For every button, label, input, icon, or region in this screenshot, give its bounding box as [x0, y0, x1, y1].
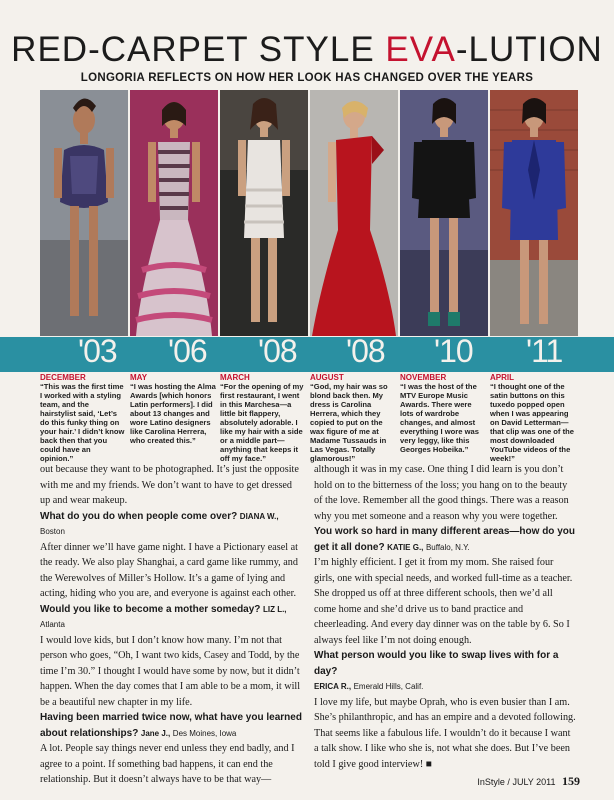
- caption-4: [310, 373, 396, 463]
- caption-text: “This was the first time I worked with a styling team, and the hairstylist said, ‘Let’s do this funky thing on your hair.’ I didn’t know back then that you could have an opinion.”: [40, 382, 125, 463]
- caption-text: “I was the host of the MTV Europe Music Awards. There were lots of wardrobe changes, and almost everything I wore was very leggy, like this Georges Hobeika.”: [400, 382, 479, 454]
- caption-5: [400, 373, 486, 454]
- photo-2010-black-dress: [400, 90, 488, 336]
- article-column-right: [314, 462, 576, 772]
- question-asker: ERICA R.,: [314, 682, 352, 691]
- caption-month: MARCH: [220, 373, 250, 382]
- caption-text: “For the opening of my first restaurant, I went in this Marchesa—a little bit flappery, absolutely adorable. I like my hair with a side or a middle part—anything that keeps it off my face.”: [220, 382, 304, 463]
- caption-text: “God, my hair was so blond back then. My dress is Carolina Herrera, which they copied to put on the wax figure of me at Madame Tussauds in Las Vegas. Totally glamorous!”: [310, 382, 388, 463]
- year-label-5: '10: [434, 333, 473, 369]
- footer-separator: /: [507, 777, 510, 787]
- caption-month: MAY: [130, 373, 148, 382]
- caption-month: NOVEMBER: [400, 373, 447, 382]
- caption-1: [40, 373, 126, 463]
- photo-2003-dress: [40, 90, 128, 336]
- photo-strip: [40, 90, 576, 336]
- year-label-2: '06: [168, 333, 207, 369]
- caption-text: “I was hosting the Alma Awards [which honors Latin performers]. I did about 13 changes and wore Latino designers like Carolina Herrera, who created this.”: [130, 382, 216, 445]
- question-location: Atlanta: [40, 620, 65, 629]
- magazine-name: InStyle: [477, 777, 505, 787]
- question: What person would you like to swap lives with for a day?: [314, 650, 559, 677]
- page-footer: [440, 774, 580, 789]
- year-label-3: '08: [258, 333, 297, 369]
- photo-2006-gown: [130, 90, 218, 336]
- question-asker: Jane J.,: [140, 728, 171, 738]
- photo-2008-white-dress: [220, 90, 308, 336]
- question-asker: KATIE G.,: [387, 542, 424, 552]
- page-subtitle: LONGORIA REFLECTS ON HOW HER LOOK HAS CHANGED OVER THE YEARS: [80, 72, 534, 84]
- question: You work so hard in many different areas—how do you get it all done?: [314, 526, 575, 553]
- question-location: Buffalo, N.Y.: [425, 542, 470, 552]
- answer: After dinner we’ll have game night. I have a Pictionary easel at the ready. We also play Shanghai, a card game like rummy, and the Werewolves of Miller’s Hollow. It’s a game of lying and acting, hiding who you are, and everyone is against each other.: [40, 541, 298, 599]
- page-title: [0, 30, 614, 70]
- photo-2011-blue-tuxedo: [490, 90, 578, 336]
- answer: I love my life, but maybe Oprah, who is even busier than I am. She’s philanthropic, and has an empire and a devoted following. That seems like a fabulous life. I wouldn’t do it because I want a talk show. I like who she is, not what she does. But I’ve been told I give good interview!: [314, 696, 576, 770]
- question-location: Des Moines, Iowa: [172, 728, 237, 738]
- title-part-3: -LUTION: [455, 30, 603, 69]
- title-part-1: RED-CARPET STYLE: [11, 30, 386, 69]
- question-asker: LIZ L.,: [262, 604, 287, 614]
- caption-month: APRIL: [490, 373, 514, 382]
- question: What do you do when people come over?: [40, 510, 238, 522]
- year-label-6: '11: [526, 333, 563, 369]
- paragraph: although it was in my case. One thing I did learn is you don’t hold on to the bitterness of the loss; you hang on to the beauty of the love. Remember all the good things. There was a reason why you met someone and a reason why you were together.: [314, 464, 569, 522]
- end-mark-icon: ■: [425, 758, 432, 770]
- paragraph: out because they want to be photographed. It’s just the opposite with me and my friends. We don’t want to have to get dressed up and wear makeup.: [40, 464, 299, 506]
- caption-month: AUGUST: [310, 373, 344, 382]
- photo-2008-red-gown: [310, 90, 398, 336]
- question-location: Boston: [40, 527, 65, 536]
- answer: I would love kids, but I don’t know how many. I’m not that person who goes, “Oh, I want two kids, Casey and Todd, by the time I’m 30.” I thought I would have some by now, but it didn’t happen. When the day comes that I am able to be a mom, it will be a beautiful new chapter in my life.: [40, 634, 301, 708]
- caption-month: DECEMBER: [40, 373, 86, 382]
- caption-3: [220, 373, 306, 463]
- question: Having been married twice now, what have you learned about relationships?: [40, 712, 302, 739]
- caption-6: [490, 373, 576, 463]
- question-location: Emerald Hills, Calif.: [353, 682, 424, 691]
- year-label-1: '03: [78, 333, 117, 369]
- question: Would you like to become a mother someday?: [40, 603, 261, 615]
- year-label-4: '08: [346, 333, 385, 369]
- article-column-left: [40, 462, 302, 788]
- page-number: 159: [562, 774, 580, 788]
- question-asker: DIANA W.,: [239, 511, 279, 521]
- caption-text: “I thought one of the satin buttons on this tuxedo popped open when I was appearing on David Letterman—that clip was one of the most downloaded YouTube videos of the week!”: [490, 382, 574, 463]
- answer: I’m highly efficient. I get it from my mom. She raised four girls, one with special needs, and worked full-time as a teacher. She dropped us off at three different schools, then we’d all come home and she’d drive us to band practice and cheerleading. And every day dinner was on the table by 6. So I always feel like I’m not doing enough.: [314, 557, 573, 646]
- caption-2: [130, 373, 216, 445]
- issue-date: JULY 2011: [512, 777, 556, 787]
- title-part-2: EVA: [385, 30, 456, 69]
- answer: A lot. People say things never end unless they end badly, and I agree to a point. If something bad happens, it can end the relationship. But it doesn’t always have to be that way—: [40, 743, 295, 785]
